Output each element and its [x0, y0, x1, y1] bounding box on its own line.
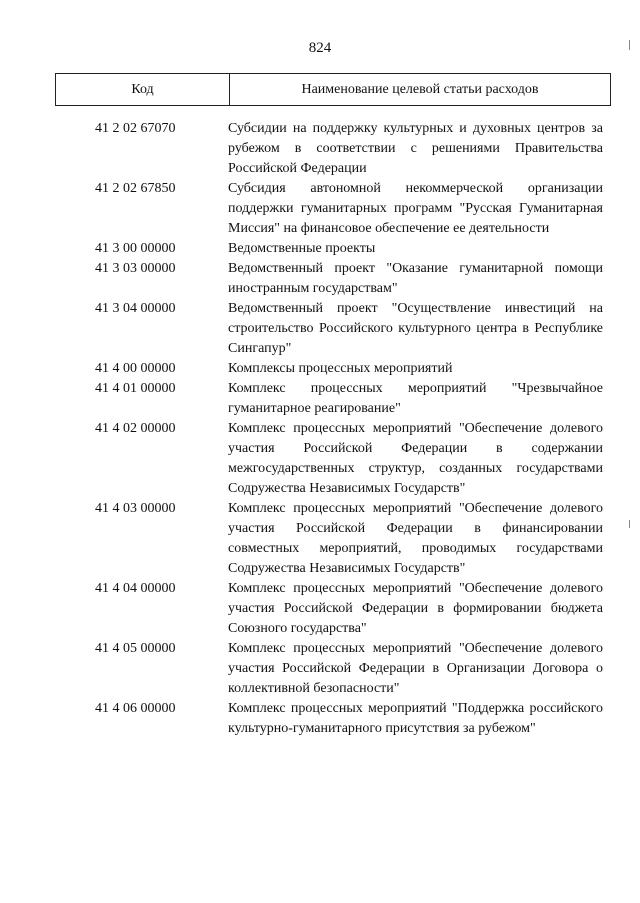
- row-code: 41 2 02 67070: [95, 121, 176, 136]
- row-code: 41 4 06 00000: [95, 701, 176, 716]
- row-name: Комплекс процессных мероприятий "Обеспечение долевого участия Российской Федерации в содержании межгосударственных структур, созданных государствами Содружества Независимых Государств": [228, 421, 603, 496]
- row-code: 41 4 03 00000: [95, 501, 176, 516]
- row-code: 41 3 00 00000: [95, 241, 176, 256]
- row-code: 41 2 02 67850: [95, 181, 176, 196]
- row-name: Комплекс процессных мероприятий "Обеспечение долевого участия Российской Федерации в формировании бюджета Союзного государства": [228, 581, 603, 636]
- row-name: Субсидии на поддержку культурных и духовных центров за рубежом в соответствии с решениями Правительства Российской Федерации: [228, 121, 603, 176]
- row-code: 41 4 02 00000: [95, 421, 176, 436]
- row-code: 41 4 00 00000: [95, 361, 176, 376]
- row-name: Комплекс процессных мероприятий "Поддержка российского культурно-гуманитарного присутствия за рубежом": [228, 701, 603, 736]
- table-row: [0, 579, 640, 639]
- table-header: [55, 73, 611, 106]
- table-row: [0, 419, 640, 499]
- scan-speck: [629, 520, 630, 528]
- table-row: [0, 379, 640, 419]
- row-name: Комплекс процессных мероприятий "Чрезвычайное гуманитарное реагирование": [228, 381, 603, 416]
- table-row: [0, 299, 640, 359]
- table-row: [0, 119, 640, 179]
- table-row: [0, 499, 640, 579]
- row-name: Комплекс процессных мероприятий "Обеспечение долевого участия Российской Федерации в финансировании совместных мероприятий, проводимых государствами Содружества Независимых Государств": [228, 501, 603, 576]
- row-name: Комплексы процессных мероприятий: [228, 361, 453, 376]
- row-name: Ведомственный проект "Оказание гуманитарной помощи иностранным государствам": [228, 261, 603, 296]
- header-name-cell: Наименование целевой статьи расходов: [301, 81, 539, 97]
- table-row: [0, 639, 640, 699]
- scan-speck: [629, 40, 630, 50]
- row-name: Субсидия автономной некоммерческой организации поддержки гуманитарных программ "Русская Гуманитарная Миссия" на финансовое обеспечение ее деятельности: [228, 181, 603, 236]
- row-code: 41 3 04 00000: [95, 301, 176, 316]
- page-number: 824: [308, 40, 332, 56]
- row-code: 41 4 01 00000: [95, 381, 176, 396]
- table-row: [0, 179, 640, 239]
- row-code: 41 4 05 00000: [95, 641, 176, 656]
- row-code: 41 3 03 00000: [95, 261, 176, 276]
- table-row: [0, 239, 640, 259]
- table-body: [0, 119, 640, 739]
- table-row: [0, 359, 640, 379]
- header-code-cell: Код: [56, 74, 230, 105]
- table-row: [0, 699, 640, 739]
- row-name: Ведомственный проект "Осуществление инвестиций на строительство Российского культурного центра в Республике Сингапур": [228, 301, 603, 356]
- table-row: [0, 259, 640, 299]
- row-code: 41 4 04 00000: [95, 581, 176, 596]
- row-name: Комплекс процессных мероприятий "Обеспечение долевого участия Российской Федерации в Организации Договора о коллективной безопасности": [228, 641, 603, 696]
- row-name: Ведомственные проекты: [228, 241, 376, 256]
